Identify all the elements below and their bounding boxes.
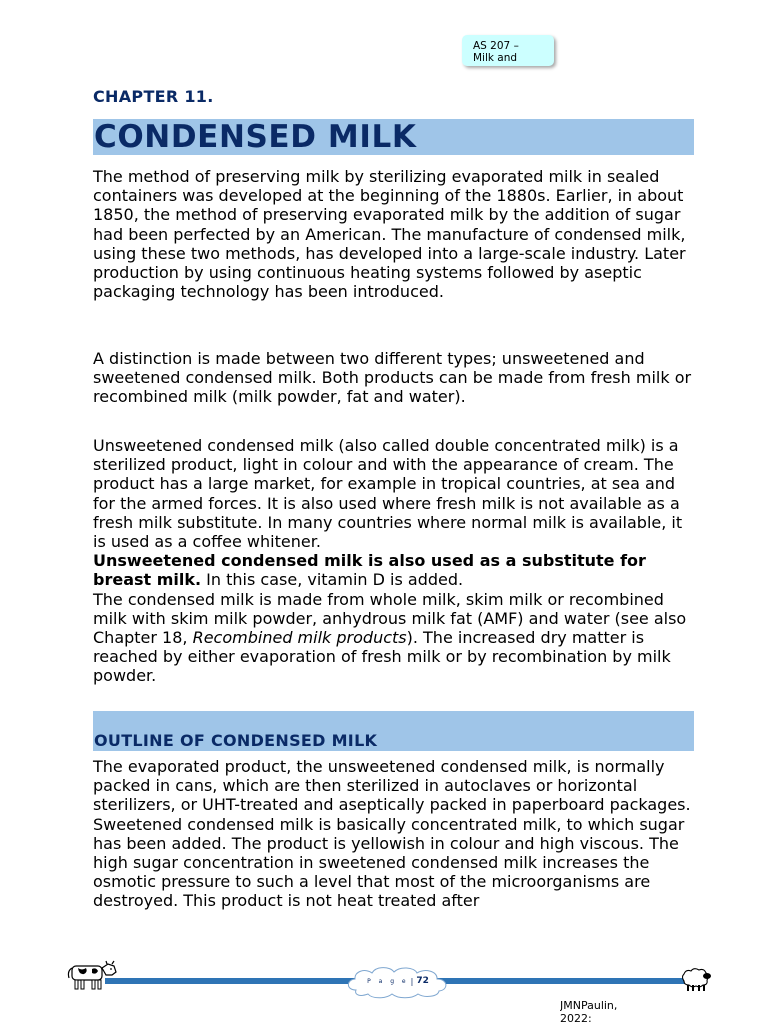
paragraph-history (93, 167, 698, 301)
paragraph-types (93, 349, 698, 407)
paragraph-text: Unsweetened condensed milk (also called double concentrated milk) is a sterilized product, light in colour and with the appearance of cream. The product has a large market, for example in tropical countries, at sea and for the armed forces. It is also used where fresh milk is not available as a fresh milk substitute. In many countries where normal milk is available, it is used as a coffee whitener. (93, 436, 683, 552)
section-heading: OUTLINE OF CONDENSED MILK (94, 731, 378, 750)
cow-icon (66, 956, 118, 992)
title-band (93, 119, 694, 155)
author-year: 2022: (560, 1012, 592, 1024)
page-label: P a g e (367, 977, 409, 985)
page-number-badge (342, 963, 454, 999)
paragraph-text: In this case, vitamin D is added. (201, 570, 464, 590)
page-number: 72 (416, 976, 429, 986)
paragraph-unsweetened (93, 436, 698, 686)
course-tag (462, 35, 554, 66)
paragraph-text: The evaporated product, the unsweetened condensed milk, is normally packed in cans, which are then sterilized in autoclaves or horizontal sterilizers, or UHT-treated and aseptically packed in paperboard packages. (93, 757, 691, 815)
paragraph-raw-materials (93, 590, 698, 686)
bold-statement: Unsweetened condensed milk is also used as a substitute for breast milk. (93, 551, 646, 590)
paragraph-breast-milk (93, 551, 698, 589)
section-band (93, 711, 694, 751)
author-credit (560, 999, 650, 1024)
page-title: CONDENSED MILK (94, 119, 417, 155)
author-name: JMNPaulin, (560, 999, 618, 1012)
paragraph-text: ). The increased dry matter is reached by either evaporation of fresh milk or by recombination by milk powder. (93, 628, 671, 686)
paragraph-outline (93, 757, 698, 911)
paragraph-text: A distinction is made between two different types; unsweetened and sweetened condensed milk. Both products can be made from fresh milk or recombined milk (milk powder, fat and water). (93, 349, 692, 407)
course-tag-line2: Milk and (473, 52, 518, 64)
page-separator: | (410, 976, 414, 986)
course-tag-line1: AS 207 – (473, 40, 519, 52)
paragraph-text: The condensed milk is made from whole milk, skim milk or recombined milk with skim milk powder, anhydrous milk fat (AMF) and water (see also Chapter 18, (93, 589, 687, 648)
paragraph-text: Sweetened condensed milk is basically concentrated milk, to which sugar has been added. The product is yellowish in colour and high viscous. The high sugar concentration in sweetened condensed milk increases the osmotic pressure to such a level that most of the microorganisms are destroyed. This product is not heat treated after (93, 814, 685, 911)
chapter-label: CHAPTER 11. (93, 87, 214, 106)
paragraph-text: The method of preserving milk by sterilizing evaporated milk in sealed containers was developed at the beginning of the 1880s. Earlier, in about 1850, the method of preserving evaporated milk by the addition of sugar had been perfected by an American. The manufacture of condensed milk, using these two methods, has developed into a large-scale industry. Later production by using continuous heating systems followed by aseptic packaging technology has been introduced. (93, 167, 686, 302)
sheep-icon (678, 966, 712, 992)
chapter-reference: Recombined milk products (192, 628, 407, 648)
